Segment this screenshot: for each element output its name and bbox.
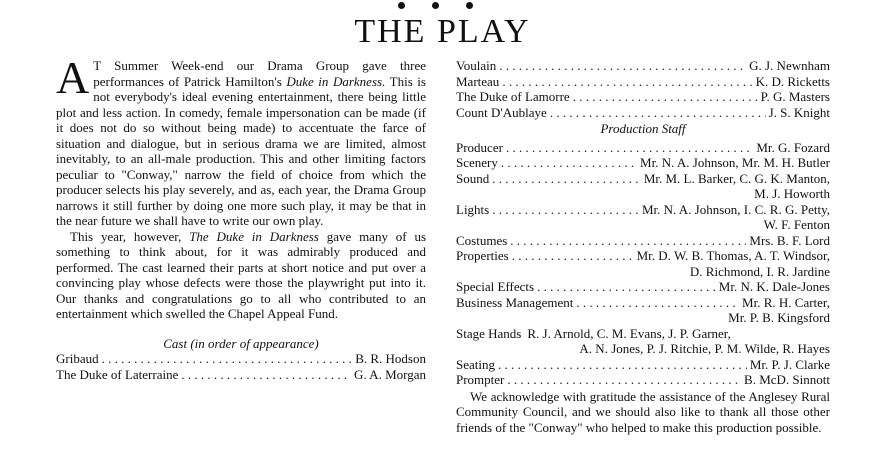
article-paragraph-2: This year, however, The Duke in Darkness gave many of us something to think about, for it was admirably produced and performed. The cast learned their parts at short notice and put over a convincing play whose defects were those the playwright put into it. Our thanks and congratulations go to all who contributed to an entertainment which swelled the Chapel Appeal Fund. bbox=[56, 228, 427, 321]
staff-stage-hands-continuation: A. N. Jones, P. J. Ritchie, P. M. Wilde, R. Hayes bbox=[579, 341, 830, 356]
right-column bbox=[456, 58, 830, 435]
staff-row-stage-hands: Stage Hands R. J. Arnold, C. M. Evans, J. P. Garner, bbox=[456, 325, 731, 341]
cast-row: The Duke of Laterraine . . . G. A. Morgan bbox=[56, 367, 426, 383]
acknowledgement-paragraph: We acknowledge with gratitude the assistance of the Anglesey Rural Community Council, and we should also like to thank all those other friends of the "Conway" who helped to make this production possible. bbox=[456, 388, 830, 435]
cast-row: Count D'Aublaye . . . J. S. Knight bbox=[456, 105, 830, 121]
cast-row: Gribaud . . . B. R. Hodson bbox=[56, 351, 426, 367]
cast-row: Voulain . . . G. J. Newnham bbox=[456, 58, 830, 74]
staff-row-scenery: Scenery . . . Mr. N. A. Johnson, Mr. M. H. Butler bbox=[456, 155, 830, 171]
page-title: THE PLAY bbox=[354, 13, 531, 50]
staff-row-sound: Sound . . . Mr. M. L. Barker, C. G. K. Manton, bbox=[456, 171, 830, 187]
staff-heading: Production Staff bbox=[600, 121, 686, 136]
staff-row-properties: Properties . . . Mr. D. W. B. Thomas, A. T. Windsor, bbox=[456, 248, 830, 264]
staff-row-special-effects: Special Effects . . . Mr. N. K. Dale-Jones bbox=[456, 279, 830, 295]
staff-sound-continuation: M. J. Howorth bbox=[754, 186, 830, 201]
dot bbox=[432, 2, 439, 9]
staff-row-costumes: Costumes . . . Mrs. B. F. Lord bbox=[456, 233, 830, 249]
decorative-dots bbox=[0, 0, 885, 12]
staff-properties-continuation: D. Richmond, I. R. Jardine bbox=[689, 263, 830, 279]
cast-heading: Cast (in order of appearance) bbox=[163, 335, 319, 351]
staff-row-prompter: Prompter . . . B. McD. Sinnott bbox=[456, 372, 830, 388]
dot bbox=[398, 2, 405, 9]
left-column bbox=[56, 52, 427, 382]
staff-row-seating: Seating . . . Mr. P. J. Clarke bbox=[456, 357, 830, 373]
staff-row-business-management: Business Management . . . Mr. R. H. Carter, bbox=[456, 295, 830, 311]
staff-lights-continuation: W. F. Fenton bbox=[763, 217, 830, 232]
drop-cap: A bbox=[56, 52, 90, 103]
cast-row: The Duke of Lamorre . . . P. G. Masters bbox=[456, 89, 830, 105]
staff-business-continuation: Mr. P. B. Kingsford bbox=[728, 310, 830, 325]
article-paragraph-1: A T Summer Week-end our Drama Group gave three performances of Patrick Hamilton's Duke in Darkness. This is not everybody's ideal evening entertainment, there being little plot and less action. In comedy, female impersonation can be made (if it does not do so without being made) to accentuate the farce of situation and dialogue, but in serious drama we are limited, almost inevitably, to an all-male production. This and other limiting factors peculiar to "Conway," narrow the field of choice from which the producer selects his play severely, and as, each year, the Drama Group narrows it still further by doing one more such play, it may be that in the near future we shall have to write our own play. bbox=[56, 52, 426, 228]
dot bbox=[466, 2, 473, 9]
cast-row: Marteau . . . K. D. Ricketts bbox=[456, 74, 830, 90]
staff-row-lights: Lights . . . Mr. N. A. Johnson, I. C. R. G. Petty, bbox=[456, 202, 830, 218]
staff-row-producer: Producer . . . Mr. G. Fozard bbox=[456, 140, 830, 156]
